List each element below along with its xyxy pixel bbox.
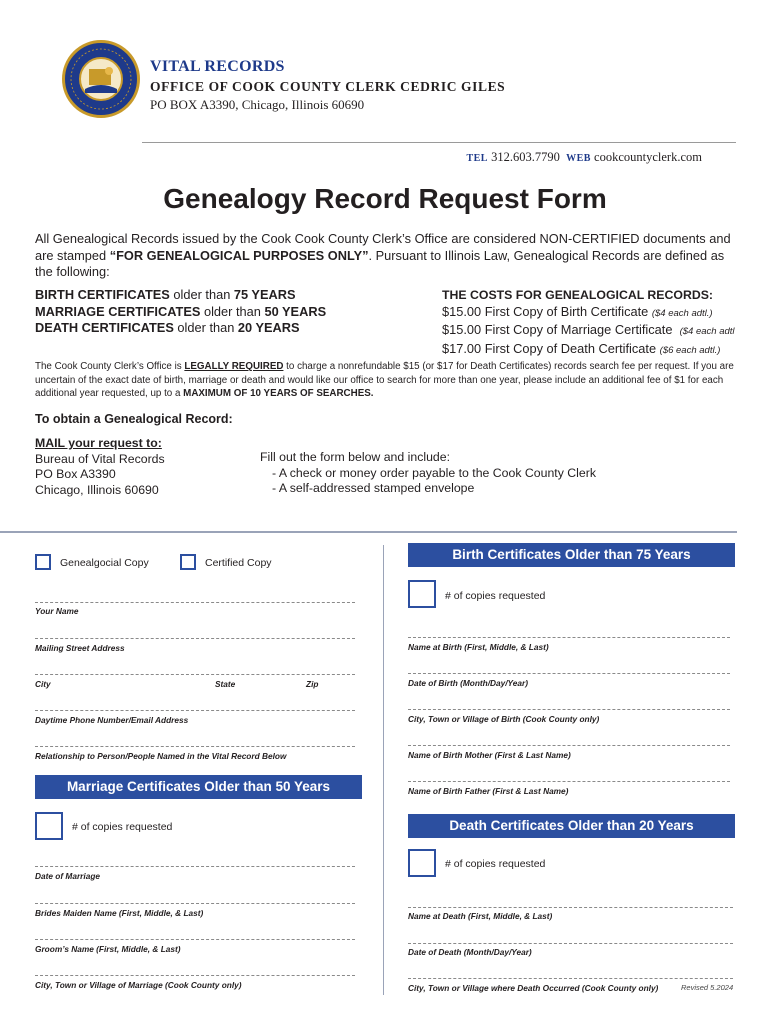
bride-name-field[interactable] [35, 903, 355, 904]
marriage-copies-label: # of copies requested [72, 821, 173, 833]
birth-name-field[interactable] [408, 637, 730, 638]
genealogical-copy-checkbox[interactable] [35, 554, 51, 570]
mail-line: Chicago, Illinois 60690 [35, 482, 159, 497]
intro-text: All Genealogical Records issued by the Cook Cook County Clerk’s Office are considered NON-CERTIFIED documents and are stamped [35, 231, 731, 263]
page-title: Genealogy Record Request Form [163, 183, 607, 214]
office-address: PO BOX A3390, Chicago, Illinois 60690 [150, 97, 365, 112]
birth-mother-field[interactable] [408, 745, 730, 746]
death-banner: Death Certificates Older than 20 Years [408, 814, 735, 838]
costs-heading: THE COSTS FOR GENEALOGICAL RECORDS: [442, 288, 713, 302]
your-name-field[interactable] [35, 602, 355, 603]
state-label: State [215, 679, 236, 689]
mail-block [35, 436, 165, 498]
seal-center-icon [79, 57, 123, 101]
birth-date-label: Date of Birth (Month/Day/Year) [408, 678, 529, 688]
definition-birth: BIRTH CERTIFICATES older than 75 YEARS [35, 287, 296, 302]
mail-line: Bureau of Vital Records [35, 451, 165, 466]
death-city-label: City, Town or Village where Death Occurred (Cook County only) [408, 983, 659, 993]
section-title: VITAL RECORDS [150, 58, 285, 75]
birth-city-field[interactable] [408, 709, 730, 710]
obtain-heading: To obtain a Genealogical Record: [35, 412, 233, 426]
marriage-city-field[interactable] [35, 975, 355, 976]
mailing-address-field[interactable] [35, 638, 355, 639]
intro-paragraph [35, 231, 735, 281]
fill-instructions [260, 450, 596, 497]
death-city-field[interactable] [408, 978, 733, 979]
fill-heading: Fill out the form below and include: [260, 450, 451, 464]
fee-paragraph: The Cook County Clerk’s Office is LEGALLY REQUIRED to charge a nonrefundable $15 (or $17 for Death Certificates) records search fee per request. If you are uncertain of the exact date of birth, marriage or death and would like our office to search for more than one year, please include an additional fee of $1 for each additional year requested, up to a MAXIMUM OF 10 YEARS OF SEARCHES. [35, 361, 734, 399]
mailing-address-label: Mailing Street Address [35, 643, 125, 653]
revision-note: Revised 5.2024 [681, 983, 734, 992]
birth-mother-label: Name of Birth Mother (First & Last Name) [408, 750, 571, 760]
birth-banner: Birth Certificates Older than 75 Years [408, 543, 735, 567]
web-link[interactable]: cookcountyclerk.com [594, 150, 702, 164]
tel-value: 312.603.7790 [491, 150, 560, 164]
death-date-field[interactable] [408, 943, 733, 944]
mail-heading: MAIL your request to: [35, 436, 162, 450]
marriage-copies-box[interactable] [35, 812, 63, 840]
phone-email-field[interactable] [35, 710, 355, 711]
marriage-city-label: City, Town or Village of Marriage (Cook County only) [35, 980, 242, 990]
birth-name-label: Name at Birth (First, Middle, & Last) [408, 642, 549, 652]
death-date-label: Date of Death (Month/Day/Year) [408, 947, 532, 957]
cook-county-seal-logo [62, 40, 140, 118]
death-copies-label: # of copies requested [445, 858, 546, 870]
bride-name-label: Brides Maiden Name (First, Middle, & Last) [35, 908, 204, 918]
fill-item: - A self-addressed stamped envelope [272, 481, 475, 495]
intro-stamp-text: “FOR GENEALOGICAL PURPOSES ONLY” [109, 247, 369, 263]
header-divider [142, 142, 736, 143]
birth-copies-box[interactable] [408, 580, 436, 608]
certified-copy-checkbox[interactable] [180, 554, 196, 570]
birth-city-label: City, Town or Village of Birth (Cook County only) [408, 714, 600, 724]
birth-father-field[interactable] [408, 781, 730, 782]
cost-birth: $15.00 First Copy of Birth Certificate ($4 each adtl.) [442, 303, 713, 319]
certified-copy-label: Certified Copy [205, 557, 272, 569]
column-divider [383, 545, 384, 995]
phone-email-label: Daytime Phone Number/Email Address [35, 715, 189, 725]
your-name-label: Your Name [35, 606, 79, 616]
death-copies-box[interactable] [408, 849, 436, 877]
contact-line [466, 150, 702, 165]
intro-text-end: . Pursuant to Illinois Law, Genealogical Records are defined as the following: [35, 247, 725, 279]
marriage-date-label: Date of Marriage [35, 871, 101, 881]
relationship-label: Relationship to Person/People Named in the Vital Record Below [35, 751, 287, 761]
cost-death: $17.00 First Copy of Death Certificate ($6 each adtl.) [442, 340, 721, 356]
birth-date-field[interactable] [408, 673, 730, 674]
marriage-banner: Marriage Certificates Older than 50 Years [35, 775, 362, 799]
costs-list [442, 287, 735, 359]
definition-marriage: MARRIAGE CERTIFICATES older than 50 YEARS [35, 303, 327, 319]
city-state-zip-field[interactable] [35, 674, 355, 675]
mail-line: PO Box A3390 [35, 467, 116, 481]
fill-item: - A check or money order payable to the Cook County Clerk [272, 465, 596, 480]
death-name-label: Name at Death (First, Middle, & Last) [408, 911, 553, 921]
definition-death: DEATH CERTIFICATES older than 20 YEARS [35, 320, 300, 335]
birth-father-label: Name of Birth Father (First & Last Name) [408, 786, 569, 796]
definitions-list [35, 287, 326, 337]
zip-label: Zip [306, 679, 319, 689]
city-label: City [35, 679, 51, 689]
tel-label: TEL [466, 153, 488, 164]
marriage-date-field[interactable] [35, 866, 355, 867]
birth-copies-label: # of copies requested [445, 590, 546, 602]
groom-name-field[interactable] [35, 939, 355, 940]
death-name-field[interactable] [408, 907, 733, 908]
section-divider [0, 531, 737, 533]
web-label: WEB [566, 153, 591, 164]
cost-marriage: $15.00 First Copy of Marriage Certificate ($4 each adtl [442, 322, 735, 337]
genealogical-copy-label: Genealgocial Copy [60, 557, 149, 569]
groom-name-label: Groom’s Name (First, Middle, & Last) [35, 944, 181, 954]
relationship-field[interactable] [35, 746, 355, 747]
office-name: OFFICE OF COOK COUNTY CLERK CEDRIC GILES [150, 79, 506, 94]
